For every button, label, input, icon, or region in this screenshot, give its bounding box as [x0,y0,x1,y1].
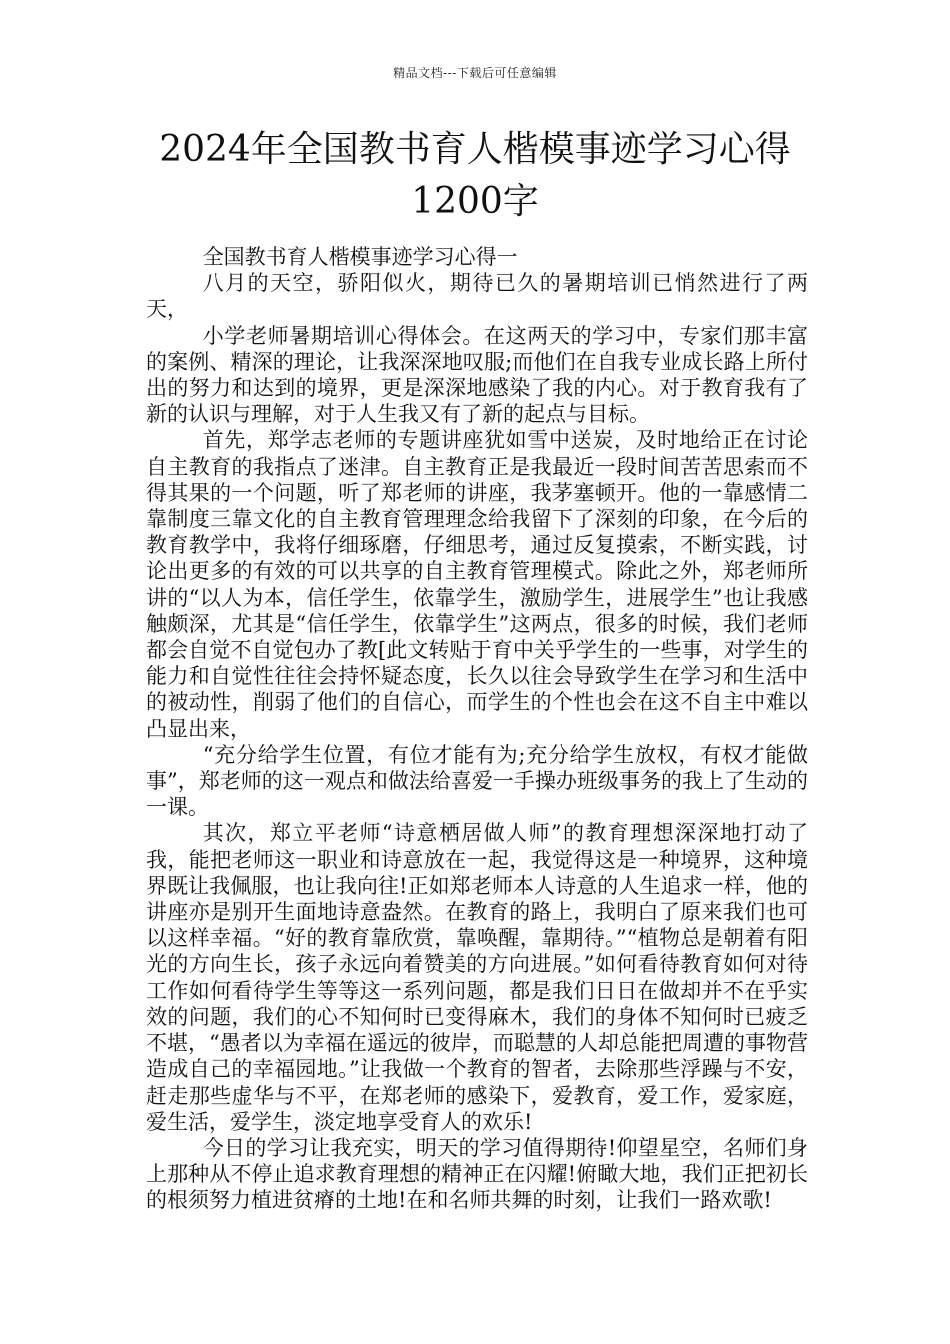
body-paragraph: 小学老师暑期培训心得体会。在这两天的学习中，专家们那丰富的案例、精深的理论，让我深深地叹服;而他们在自我专业成长路上所付出的努力和达到的境界，更是深深地感染了我的内心。对于教育我有了新的认识与理解，对于人生我又有了新的起点与目标。 [146,323,808,427]
body-paragraph: 今日的学习让我充实，明天的学习值得期待!仰望星空，名师们身上那种从不停止追求教育理想的精神正在闪耀!俯瞰大地，我们正把初长的根须努力植进贫瘠的土地!在和名师共舞的时刻，让我们一路欢歌! [146,1135,808,1213]
document-title-line-1: 2024年全国教书育人楷模事迹学习心得 [159,129,791,170]
page-header-note: 精品文档---下载后可任意编辑 [393,66,557,80]
body-paragraph: 首先，郑学志老师的专题讲座犹如雪中送炭，及时地给正在讨论自主教育的我指点了迷津。自主教育正是我最近一段时间苦苦思索而不得其果的一个问题，听了郑老师的讲座，我茅塞顿开。他的一靠感情二靠制度三靠文化的自主教育管理理念给我留下了深刻的印象，在今后的教育教学中，我将仔细琢磨，仔细思考，通过反复摸索，不断实践，讨论出更多的有效的可以共享的自主教育管理模式。除此之外，郑老师所讲的“以人为本，信任学生，依靠学生，激励学生，进展学生”也让我感触颇深，尤其是“信任学生，依靠学生”这两点，很多的时候，我们老师都会自觉不自觉包办了教[此文转贴于育中关乎学生的一些事，对学生的能力和自觉性往往会持怀疑态度，长久以往会导致学生在学习和生活中的被动性，削弱了他们的自信心，而学生的个性也会在这不自主中难以凸显出来， [146,428,808,741]
document-body [146,244,808,1214]
body-paragraph: 其次，郑立平老师“诗意栖居做人师”的教育理想深深地打动了我，能把老师这一职业和诗意放在一起，我觉得这是一种境界，这种境界既让我佩服，也让我向往!正如郑老师本人诗意的人生追求一样，他的讲座亦是别开生面地诗意盎然。在教育的路上，我明白了原来我们也可以这样幸福。“好的教育靠欣赏，靠唤醒，靠期待。”“植物总是朝着有阳光的方向生长，孩子永远向着赞美的方向进展。”如何看待教育如何对待工作如何看待学生等等这一系列问题，都是我们日日在做却并不在乎实效的问题，我们的心不知何时已变得麻木，我们的身体不知何时已疲乏不堪，“愚者以为幸福在遥远的彼岸，而聪慧的人却总能把周遭的事物营造成自己的幸福园地。”让我做一个教育的智者，去除那些浮躁与不安，赶走那些虚华与不平，在郑老师的感染下，爱教育，爱工作，爱家庭，爱生活，爱学生，淡定地享受育人的欢乐! [146,821,808,1134]
body-paragraph: “充分给学生位置，有位才能有为;充分给学生放权，有权才能做事”，郑老师的这一观点和做法给喜爱一手操办班级事务的我上了生动的一课。 [146,742,808,820]
document-title [130,124,820,228]
body-paragraph: 八月的天空，骄阳似火，期待已久的暑期培训已悄然进行了两天， [146,271,808,322]
section-heading: 全国教书育人楷模事迹学习心得一 [202,245,518,269]
document-title-line-2: 1200字 [411,181,539,222]
